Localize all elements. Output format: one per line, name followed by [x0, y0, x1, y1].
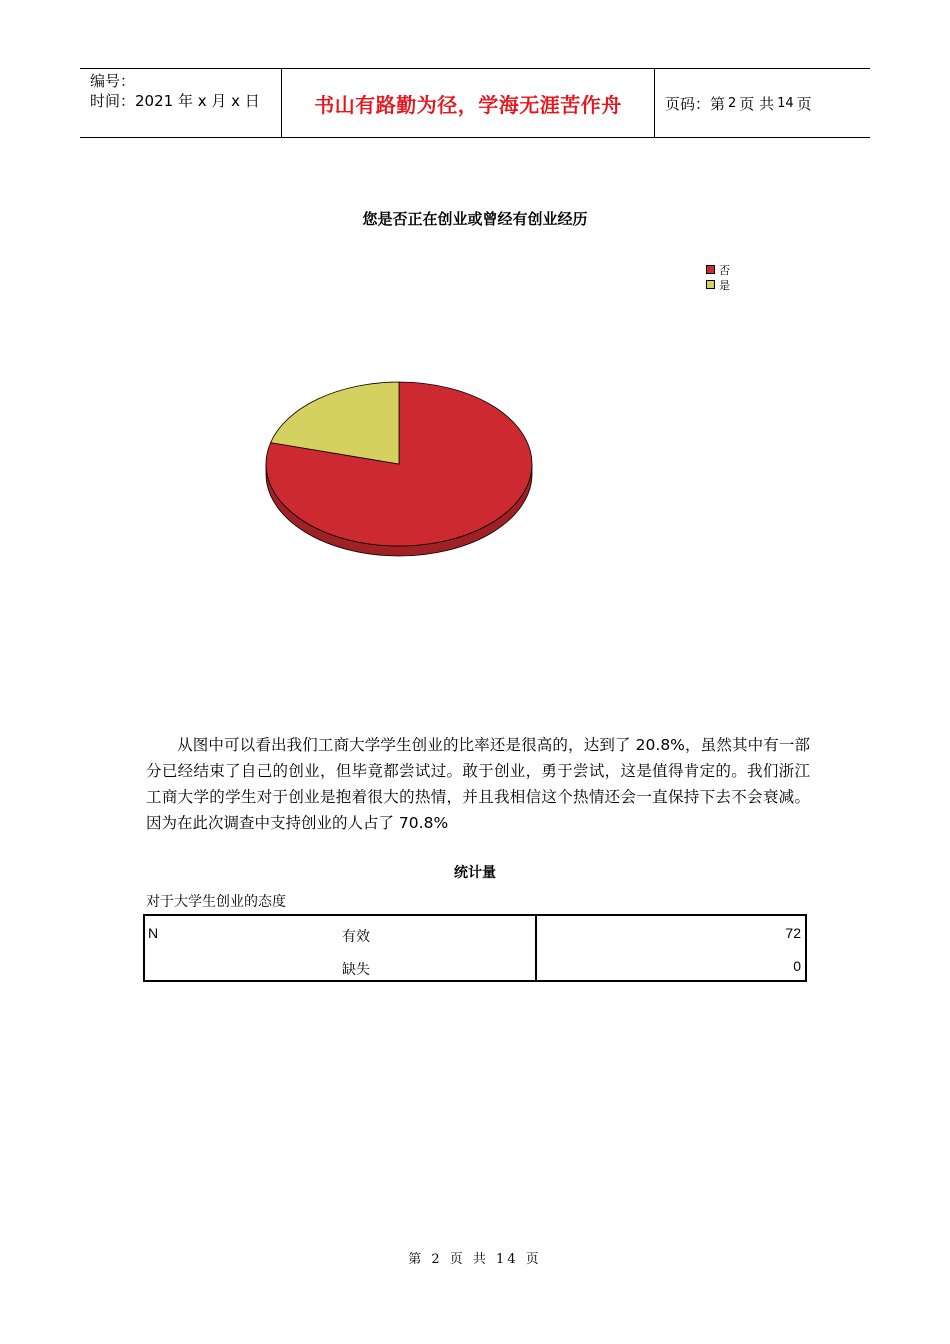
legend-swatch-no [706, 265, 715, 274]
chart-legend [706, 262, 730, 292]
stats-missing-label: 缺失 [342, 961, 370, 977]
header-info-cell [80, 69, 282, 137]
header-motto: 书山有路勤为径，学海无涯苦作舟 [282, 69, 655, 137]
stats-valid-label: 有效 [342, 928, 370, 944]
stats-missing-value: 0 [793, 958, 801, 974]
pie-chart [255, 372, 545, 562]
header-page-info [655, 69, 870, 137]
page-suffix: 页 [796, 94, 812, 113]
stats-valid-value: 72 [785, 925, 801, 941]
chart-title: 您是否正在创业或曾经有创业经历 [362, 210, 588, 228]
analysis-text: 从图中可以看出我们工商大学学生创业的比率还是很高的，达到了 20.8%，虽然其中有一部分已经结束了自己的创业，但毕竟都尝试过。敢于创业，勇于尝试，这是值得肯定的。我们浙江工商大学的学生对于创业是抱着很大的热情，并且我相信这个热情还会一直保持下去不会衰减。因为在此次调查中支持创业的人占了 70.8% [146, 736, 810, 832]
page-prefix: 页码：第 [665, 94, 726, 113]
time-label: 时间：2021 年 x 月 x 日 [90, 92, 260, 110]
page-total: 14 [777, 95, 794, 111]
serial-label: 编号： [90, 72, 136, 90]
stats-divider [535, 916, 537, 980]
stats-n-label: N [148, 925, 159, 941]
page-number: 2 [728, 95, 737, 111]
stats-subtitle: 对于大学生创业的态度 [146, 893, 286, 909]
analysis-paragraph [146, 732, 810, 836]
page-header [80, 68, 870, 138]
stats-title: 统计量 [454, 864, 496, 880]
page-footer: 第 2 页 共 14 页 [408, 1252, 542, 1267]
page-mid: 页 共 [739, 94, 775, 113]
legend-item-yes [706, 277, 730, 292]
legend-label-yes: 是 [719, 278, 730, 292]
legend-swatch-yes [706, 280, 715, 289]
legend-label-no: 否 [719, 263, 730, 277]
legend-item-no [706, 262, 730, 277]
stats-table [143, 914, 807, 982]
